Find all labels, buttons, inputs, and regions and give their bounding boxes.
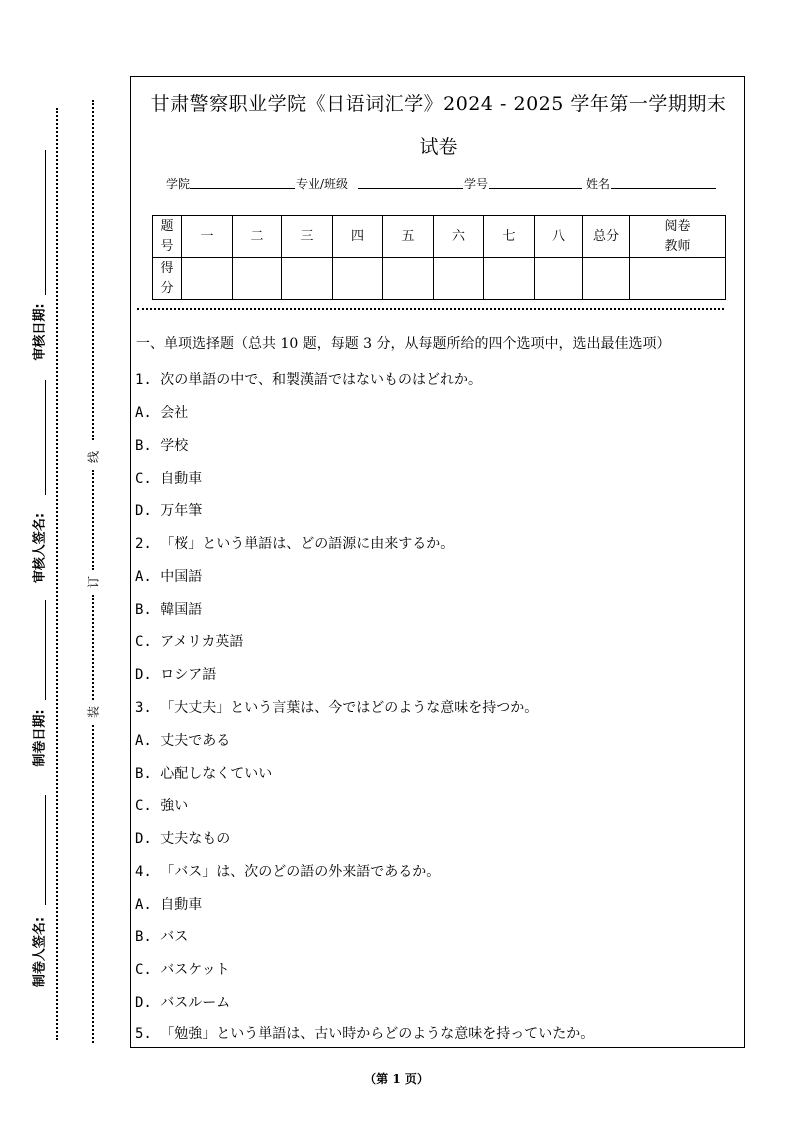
col-1: 一 [182,216,233,258]
question-text: 「桜」という単語は、どの語源に由来するか。 [160,536,455,552]
binding-dotted-line [92,725,94,1043]
reviewer-signature-label: 审核人签名: [32,512,48,584]
score-cell[interactable] [535,258,583,300]
score-table-header-row [153,216,726,258]
col-7: 七 [484,216,535,258]
binding-char-bind: 装 [86,705,101,719]
option-2c: C. アメリカ英語 [135,634,244,650]
option-1a: A. 会社 [135,405,189,421]
question-number: 5. [135,1026,152,1042]
grader-cell[interactable] [630,258,726,300]
signature-line-reviewer [45,380,46,495]
col-3: 三 [282,216,333,258]
score-cell[interactable] [333,258,383,300]
student-id-label: 学号 [464,177,489,191]
exam-frame [130,76,745,1048]
table-head-question: 题 号 [153,216,182,258]
binding-dotted-line [92,470,94,570]
option-1d: D. 万年筆 [135,503,203,519]
college-field[interactable] [190,188,295,189]
option-3c: C. 強い [135,798,189,814]
signature-line-make-date [45,600,46,700]
option-3b: B. 心配しなくていい [135,766,273,782]
question-1 [135,369,482,389]
question-number: 1. [135,372,152,388]
binding-char-line: 线 [86,450,101,464]
score-cell[interactable] [282,258,333,300]
major-class-field[interactable] [358,188,463,189]
maker-signature-label: 制卷人签名: [32,916,48,988]
question-number: 4. [135,864,152,880]
section-title: 一、单项选择题（总共 10 题，每题 3 分，从每题所给的四个选项中，选出最佳选项） [136,336,671,352]
table-head-score: 得 分 [153,258,182,300]
score-cell[interactable] [484,258,535,300]
score-cell[interactable] [383,258,434,300]
col-4: 四 [333,216,383,258]
option-2b: B. 韓国語 [135,602,203,618]
question-text: 「バス」は、次のどの語の外来語であるか。 [160,864,441,880]
score-cell[interactable] [434,258,484,300]
question-3 [135,697,538,717]
score-cell[interactable] [583,258,630,300]
col-2: 二 [233,216,282,258]
option-4b: B. バス [135,929,189,945]
option-4d: D. バスルーム [135,995,231,1011]
question-2 [135,533,454,553]
dotted-line [56,108,58,1040]
col-6: 六 [434,216,484,258]
question-4 [135,861,440,881]
option-3d: D. 丈夫なもの [135,831,231,847]
option-2a: A. 中国語 [135,569,203,585]
question-number: 3. [135,700,152,716]
col-5: 五 [383,216,434,258]
score-cell[interactable] [233,258,282,300]
exam-title: 甘肃警察职业学院《日语词汇学》2024 - 2025 学年第一学期期末 [150,93,727,115]
signature-line-review-date [45,150,46,295]
option-3a: A. 丈夫である [135,733,231,749]
student-id-field[interactable] [489,188,582,189]
option-1b: B. 学校 [135,438,189,454]
page-number: （第 1 页） [364,1072,429,1086]
name-label: 姓名 [586,177,611,191]
make-date-label: 制卷日期: [32,709,48,767]
binding-dotted-line [92,595,94,700]
option-2d: D. ロシア語 [135,667,217,683]
score-cell[interactable] [182,258,233,300]
college-label: 学院 [166,177,191,191]
name-field[interactable] [611,188,716,189]
signature-line-maker [45,795,46,905]
major-class-label: 专业/班级 [296,177,349,191]
option-1c: C. 自動車 [135,471,203,487]
binding-char-order: 订 [86,575,101,589]
question-5 [135,1023,594,1043]
question-text: 「大丈夫」という言葉は、今ではどのような意味を持つか。 [160,700,539,716]
option-4a: A. 自動車 [135,897,203,913]
separator-dotted [137,308,724,310]
binding-dotted-line [92,100,94,440]
col-total: 总分 [583,216,630,258]
col-8: 八 [535,216,583,258]
review-date-label: 审核日期: [32,303,48,361]
option-4c: C. バスケット [135,962,230,978]
question-text: 次の単語の中で、和製漢語ではないものはどれか。 [160,372,483,388]
score-table-score-row [153,258,726,300]
exam-title-line2: 试卷 [419,136,458,158]
question-number: 2. [135,536,152,552]
question-text: 「勉強」という単語は、古い時からどのような意味を持っていたか。 [160,1026,595,1042]
score-table [152,215,726,300]
col-grader: 阅卷 教师 [630,216,726,258]
